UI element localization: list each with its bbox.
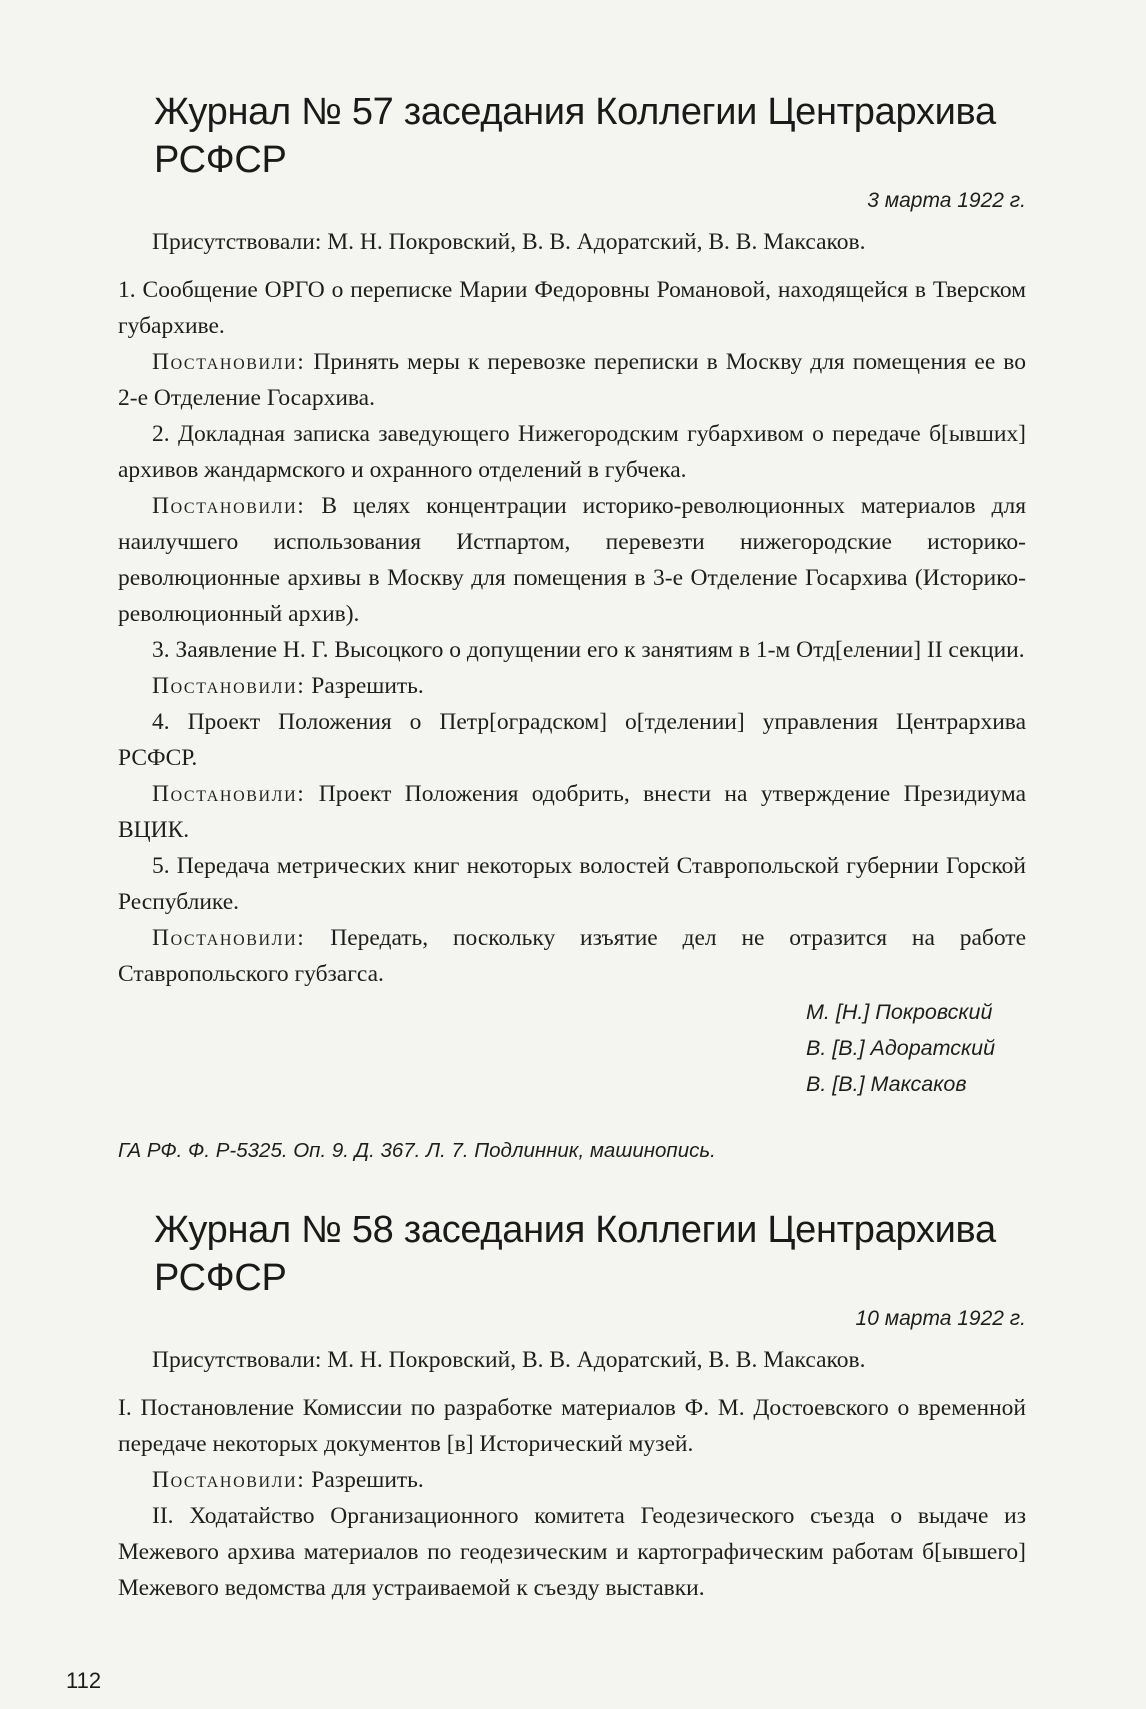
journal-57-item-2: 2. Докладная записка заведующего Нижегородским губархивом о передаче б[ывших] архивов жандармского и охранного отделений в губчека. [118, 421, 1026, 483]
journal-57-item-3: 3. Заявление Н. Г. Высоцкого о допущении его к занятиям в 1-м Отд[елении] II секции. [152, 637, 1025, 663]
journal-57-attendance: Присутствовали: М. Н. Покровский, В. В. Адоратский, В. В. Максаков. [152, 229, 866, 255]
journal-57 [118, 88, 1026, 1164]
journal-57-item-4: 4. Проект Положения о Петр[оградском] о[тделении] управления Центрархива РСФСР. [118, 709, 1026, 771]
journal-58-item-1: I. Постановление Комиссии по разработке материалов Ф. М. Достоевского о временной передаче некоторых документов [в] Исторический музей. [118, 1395, 1026, 1457]
resolution-text: Разрешить. [311, 673, 424, 699]
journal-58-resolution-1 [118, 1462, 1026, 1498]
signature-adoratsky: В. [В.] Адоратский [806, 1036, 996, 1060]
resolution-label: Постановили: [152, 493, 306, 519]
resolution-text: В целях концентрации историко-революционных материалов для наилучшего использования Истпартом, перевезти нижегородские историко-революционные архивы в Москву для помещения в 3-е Отделение Госархива (Историко-революционный архив). [118, 493, 1027, 627]
journal-57-resolution-2 [118, 488, 1026, 632]
journal-57-resolution-5 [118, 920, 1026, 992]
resolution-label: Постановили: [152, 1467, 306, 1493]
resolution-text: Принять меры к перевозке переписки в Москву для помещения ее во 2-е Отделение Госархива. [118, 349, 1026, 411]
journal-57-item-1: 1. Сообщение ОРГО о переписке Марии Федоровны Романовой, находящейся в Тверском губархиве. [118, 277, 1026, 339]
journal-57-resolution-1 [118, 344, 1026, 416]
resolution-label: Постановили: [152, 349, 306, 375]
signature-pokrovsky: М. [Н.] Покровский [806, 1000, 993, 1024]
journal-58 [118, 1206, 1026, 1606]
journal-57-title: Журнал № 57 заседания Коллегии Центрархива РСФСР [154, 91, 996, 181]
journal-57-resolution-4 [118, 776, 1026, 848]
journal-58-title: Журнал № 58 заседания Коллегии Центрархива РСФСР [154, 1209, 996, 1299]
signatures [118, 994, 1026, 1102]
journal-58-item-2: II. Ходатайство Организационного комитета Геодезического съезда о выдаче из Межевого архива материалов по геодезическим и картографическим работам б[ывшего] Межевого ведомства для устраиваемой к съезду выставки. [118, 1503, 1026, 1601]
resolution-label: Постановили: [152, 925, 306, 951]
journal-57-date: 3 марта 1922 г. [867, 189, 1026, 212]
resolution-text: Проект Положения одобрить, внести на утверждение Президиума ВЦИК. [118, 781, 1026, 843]
page-number: 112 [66, 1668, 102, 1693]
resolution-label: Постановили: [152, 781, 306, 807]
journal-58-date: 10 марта 1922 г. [855, 1307, 1026, 1330]
journal-57-resolution-3 [118, 668, 1026, 704]
archival-source: ГА РФ. Ф. Р-5325. Оп. 9. Д. 367. Л. 7. Подлинник, машинопись. [118, 1139, 716, 1162]
resolution-text: Разрешить. [311, 1467, 424, 1493]
journal-58-attendance: Присутствовали: М. Н. Покровский, В. В. Адоратский, В. В. Максаков. [152, 1347, 866, 1373]
signature-maksakov: В. [В.] Максаков [806, 1072, 967, 1096]
resolution-text: Передать, поскольку изъятие дел не отразится на работе Ставропольского губзагса. [118, 925, 1026, 987]
resolution-label: Постановили: [152, 673, 306, 699]
journal-57-item-5: 5. Передача метрических книг некоторых волостей Ставропольской губернии Горской Республике. [118, 853, 1026, 915]
page-content [118, 88, 1026, 1606]
